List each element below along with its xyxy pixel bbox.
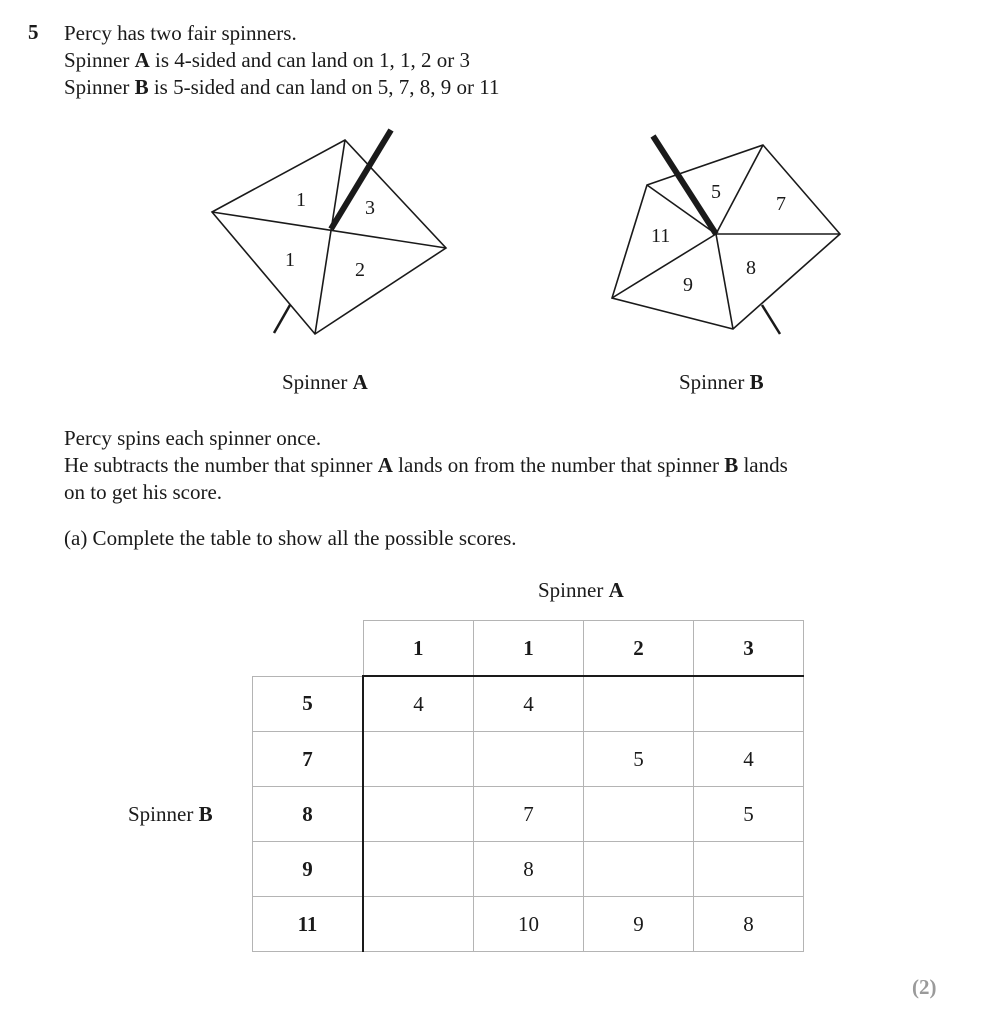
spinner-b-label: 11 xyxy=(651,225,671,247)
score-cell[interactable]: 8 xyxy=(474,842,584,897)
spinner-a-caption xyxy=(282,370,368,395)
spinner-letter: B xyxy=(724,453,739,477)
table-row xyxy=(253,787,804,842)
score-cell[interactable] xyxy=(584,676,694,732)
score-cell[interactable]: 10 xyxy=(474,897,584,952)
table-column-heading xyxy=(538,578,624,603)
score-cell[interactable] xyxy=(363,842,474,897)
spinner-a-label: 2 xyxy=(355,259,365,281)
para-text: lands on from the number that spinner xyxy=(392,453,725,477)
spinner-b-label: 7 xyxy=(776,193,786,215)
intro-line-3 xyxy=(64,74,500,101)
score-cell[interactable] xyxy=(363,732,474,787)
spinner-a-diagram xyxy=(200,120,460,350)
para-text: He subtracts the number that spinner xyxy=(64,453,378,477)
column-header: 1 xyxy=(474,621,584,677)
score-cell[interactable] xyxy=(363,787,474,842)
heading-letter: A xyxy=(608,578,624,602)
spinner-b-caption xyxy=(679,370,764,395)
question-intro xyxy=(64,20,500,101)
intro-text: is 4-sided and can land on 1, 1, 2 or 3 xyxy=(149,48,470,72)
column-header: 1 xyxy=(363,621,474,677)
spinner-b-divider xyxy=(716,234,733,329)
spinner-b-label: 5 xyxy=(711,181,721,203)
row-header: 7 xyxy=(253,732,364,787)
table-corner xyxy=(253,621,364,677)
spinner-letter: B xyxy=(134,75,149,99)
score-cell[interactable]: 8 xyxy=(694,897,804,952)
heading-text: Spinner xyxy=(538,578,609,602)
table-row xyxy=(253,732,804,787)
spinner-letter: A xyxy=(377,453,393,477)
spinner-b-diagram xyxy=(600,120,850,340)
spinner-a-outline xyxy=(212,140,446,334)
caption-letter: A xyxy=(352,370,368,394)
table-header-row xyxy=(253,621,804,677)
row-header: 9 xyxy=(253,842,364,897)
score-cell[interactable]: 5 xyxy=(584,732,694,787)
question-paragraph xyxy=(64,425,788,506)
score-cell[interactable]: 4 xyxy=(363,676,474,732)
score-cell[interactable] xyxy=(584,842,694,897)
intro-line-1: Percy has two fair spinners. xyxy=(64,21,297,45)
caption-text: Spinner xyxy=(282,370,353,394)
score-cell[interactable]: 4 xyxy=(694,732,804,787)
spinner-b-pointer xyxy=(653,136,716,234)
table-row xyxy=(253,676,804,732)
spinner-a-label: 1 xyxy=(296,189,306,211)
score-cell[interactable]: 5 xyxy=(694,787,804,842)
table-row xyxy=(253,842,804,897)
part-a-instruction: (a) Complete the table to show all the possible scores. xyxy=(64,526,517,550)
paragraph-line-2 xyxy=(64,452,788,479)
row-header: 5 xyxy=(253,676,364,732)
spinner-b-label: 8 xyxy=(746,257,756,279)
caption-letter: B xyxy=(749,370,764,394)
score-cell[interactable] xyxy=(584,787,694,842)
heading-letter: B xyxy=(198,802,213,826)
table-row-heading xyxy=(128,802,213,827)
spinner-b-label: 9 xyxy=(683,274,693,296)
row-header: 8 xyxy=(253,787,364,842)
marks-label: (2) xyxy=(912,975,937,999)
paragraph-line-1: Percy spins each spinner once. xyxy=(64,426,322,450)
intro-text: Spinner xyxy=(64,48,135,72)
intro-line-2 xyxy=(64,47,500,74)
score-table xyxy=(252,620,804,952)
spinner-letter: A xyxy=(134,48,150,72)
score-cell[interactable] xyxy=(694,676,804,732)
para-text: lands xyxy=(738,453,788,477)
score-cell[interactable] xyxy=(474,732,584,787)
spinner-a-divider xyxy=(315,140,345,334)
question-number: 5 xyxy=(28,20,39,44)
spinner-a-label: 3 xyxy=(365,197,375,219)
caption-text: Spinner xyxy=(679,370,750,394)
score-cell[interactable] xyxy=(694,842,804,897)
spinner-a-label: 1 xyxy=(285,249,295,271)
table-row xyxy=(253,897,804,952)
intro-text: Spinner xyxy=(64,75,135,99)
spinner-b-outline xyxy=(612,145,840,329)
heading-text: Spinner xyxy=(128,802,199,826)
score-cell[interactable]: 7 xyxy=(474,787,584,842)
column-header: 3 xyxy=(694,621,804,677)
spinner-a-stand xyxy=(274,305,290,333)
intro-text: is 5-sided and can land on 5, 7, 8, 9 or 11 xyxy=(148,75,500,99)
score-cell[interactable]: 9 xyxy=(584,897,694,952)
row-header: 11 xyxy=(253,897,364,952)
spinner-b-stand xyxy=(762,305,780,334)
paragraph-line-3: on to get his score. xyxy=(64,480,223,504)
score-cell[interactable] xyxy=(363,897,474,952)
score-cell[interactable]: 4 xyxy=(474,676,584,732)
column-header: 2 xyxy=(584,621,694,677)
